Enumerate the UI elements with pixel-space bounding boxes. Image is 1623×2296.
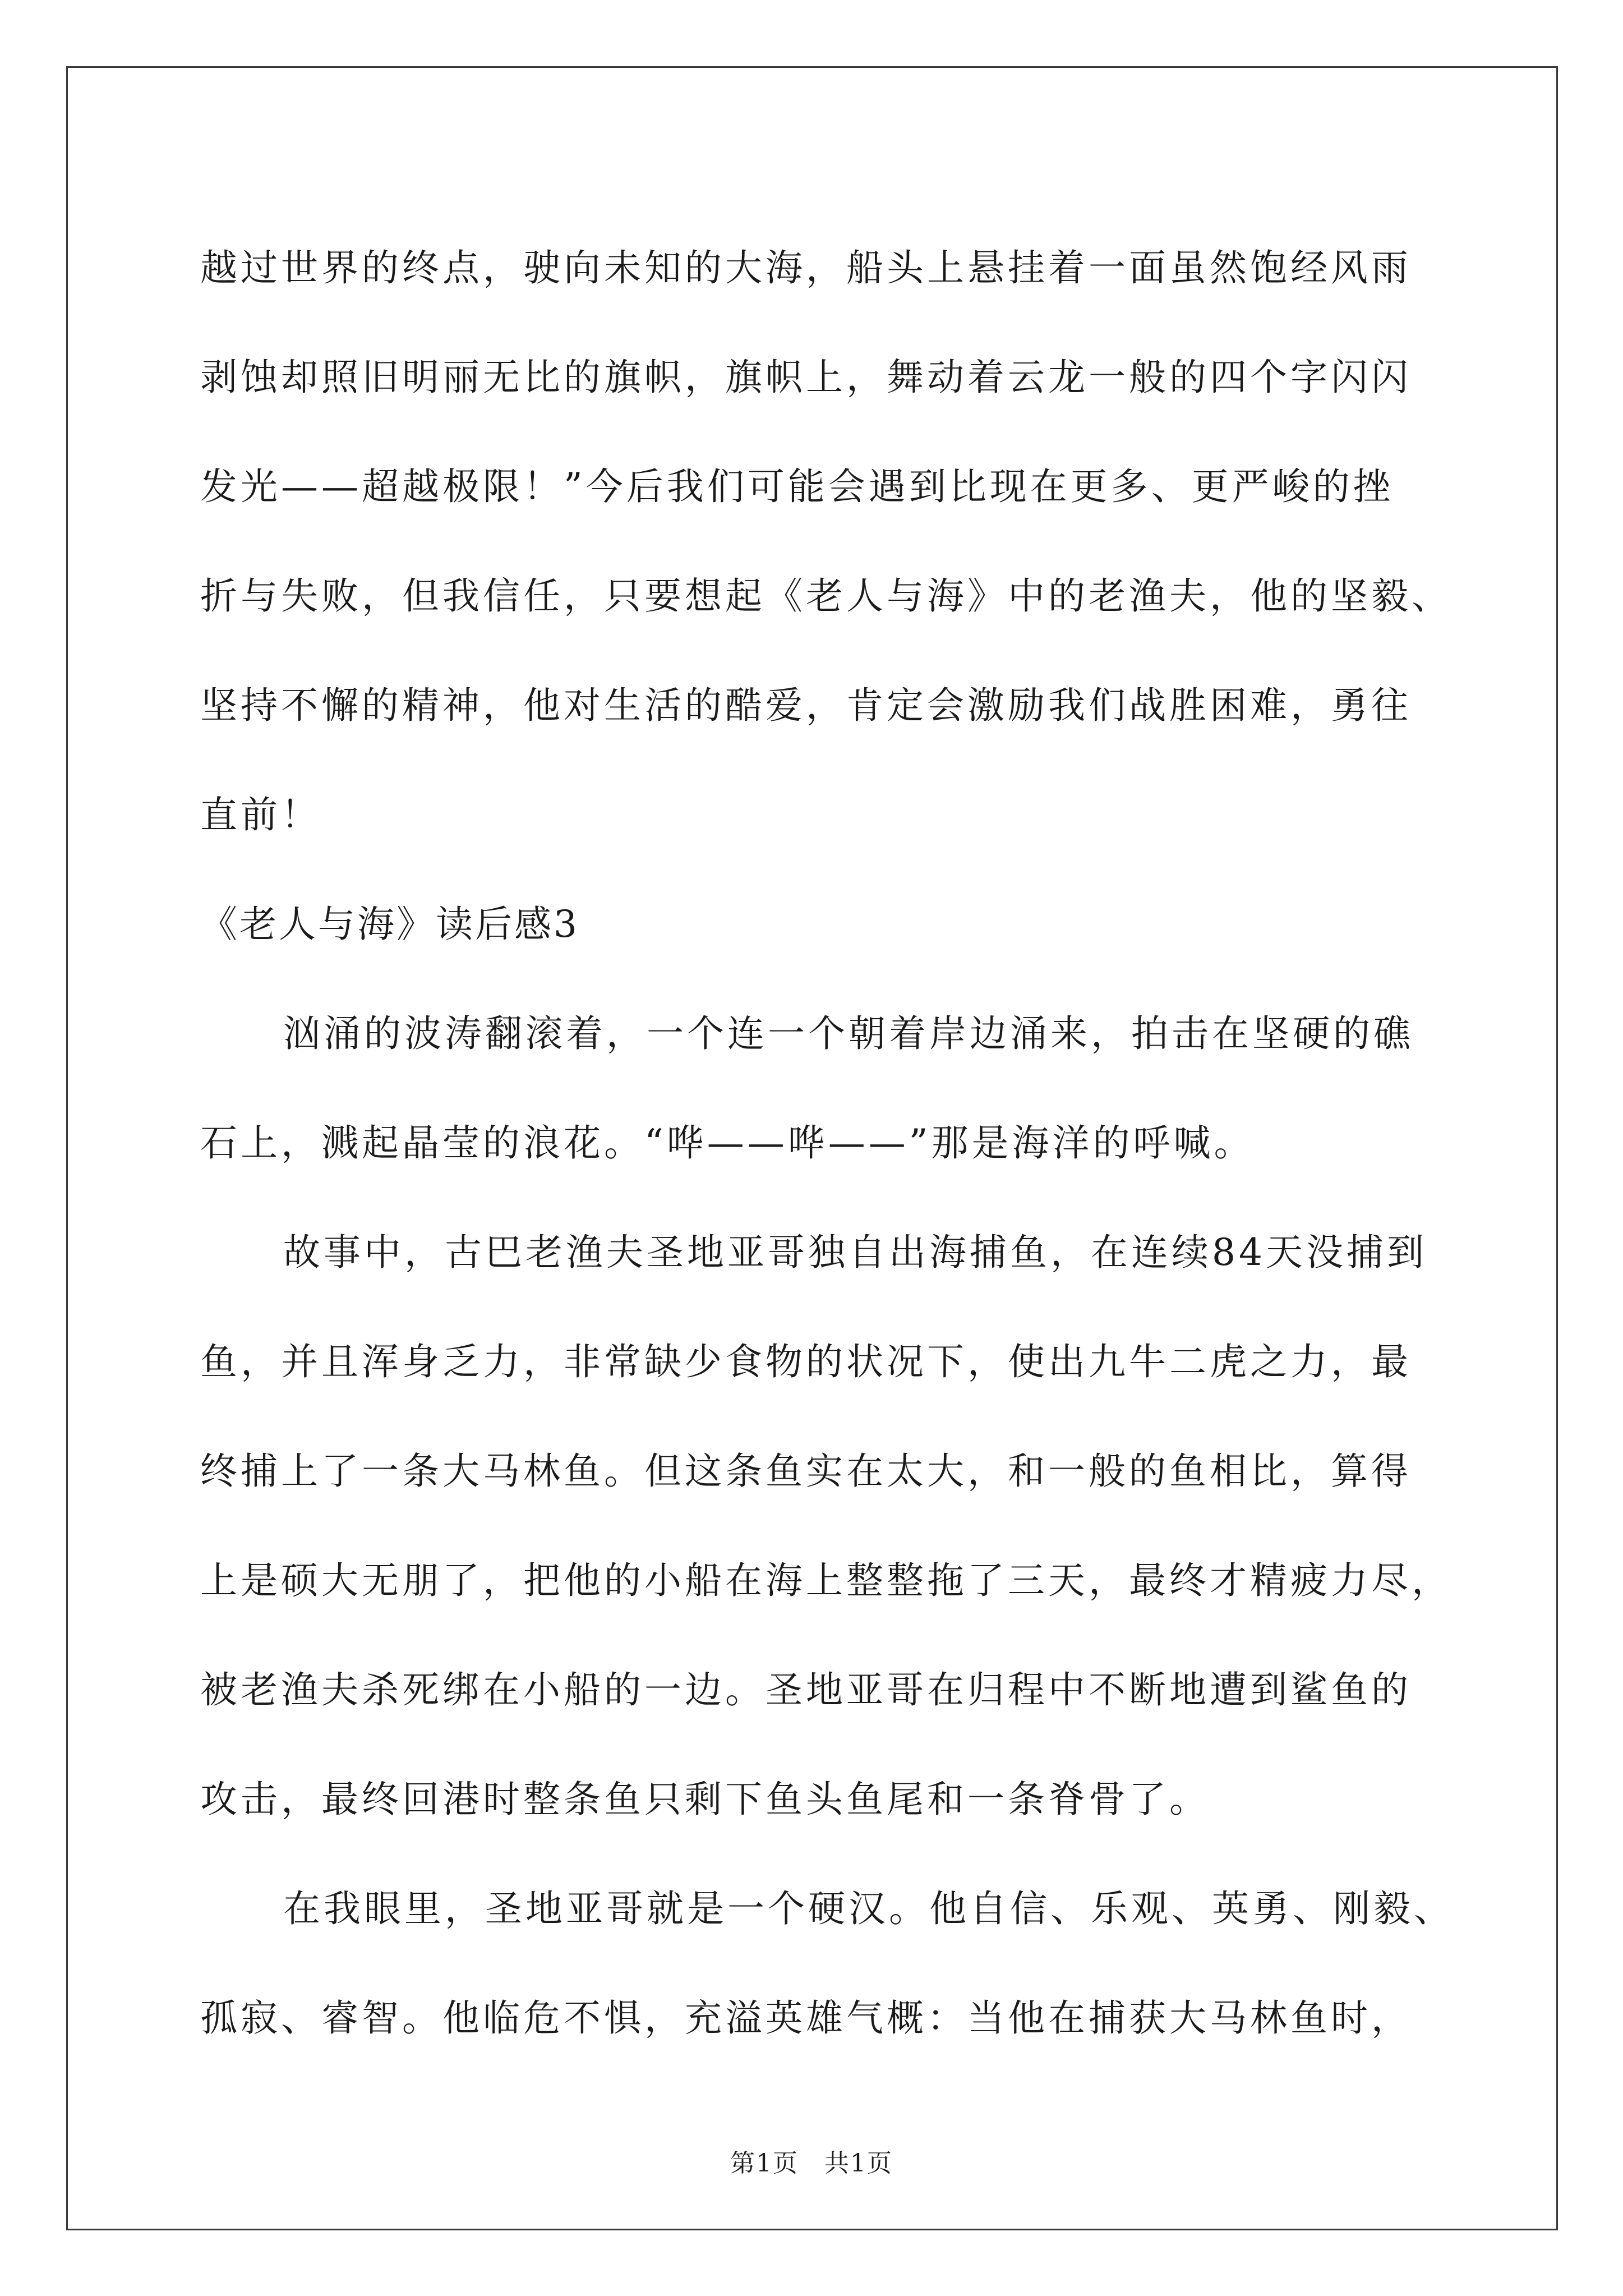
paragraph-1 bbox=[200, 979, 1434, 1198]
text-line: 终捕上了一条大马林鱼。但这条鱼实在太大，和一般的鱼相比，算得 bbox=[200, 1450, 1412, 1493]
text-line: 剥蚀却照旧明丽无比的旗帜，旗帜上，舞动着云龙一般的四个字闪闪 bbox=[200, 356, 1412, 399]
text-line: 发光——超越极限！”今后我们可能会遇到比现在更多、更严峻的挫 bbox=[200, 465, 1394, 508]
text-line: 孤寂、睿智。他临危不惧，充溢英雄气概：当他在捕获大马林鱼时， bbox=[200, 1996, 1412, 2040]
text-line: 在我眼里，圣地亚哥就是一个硬汉。他自信、乐观、英勇、刚毅、 bbox=[283, 1887, 1454, 1930]
paragraph-3 bbox=[200, 1854, 1454, 2073]
text-line: 直前！ bbox=[200, 793, 321, 836]
text-line: 汹涌的波涛翻滚着，一个连一个朝着岸边涌来，拍击在坚硬的礁 bbox=[283, 1012, 1414, 1055]
paragraph-2 bbox=[200, 1198, 1452, 1854]
text-line: 故事中，古巴老渔夫圣地亚哥独自出海捕鱼，在连续84天没捕到 bbox=[283, 1231, 1427, 1274]
text-line: 上是硕大无朋了，把他的小船在海上整整拖了三天，最终才精疲力尽， bbox=[200, 1559, 1452, 1602]
text-line: 坚持不懈的精神，他对生活的酷爱，肯定会激励我们战胜困难，勇往 bbox=[200, 684, 1412, 727]
text-line: 攻击，最终回港时整条鱼只剩下鱼头鱼尾和一条脊骨了。 bbox=[200, 1778, 1210, 1821]
section-heading: 《老人与海》读后感3 bbox=[200, 903, 579, 946]
text-line: 被老渔夫杀死绑在小船的一边。圣地亚哥在归程中不断地遭到鲨鱼的 bbox=[200, 1668, 1412, 1711]
text-line: 鱼，并且浑身乏力，非常缺少食物的状况下，使出九牛二虎之力，最 bbox=[200, 1340, 1412, 1383]
document-body bbox=[200, 213, 1454, 2073]
text-line: 石上，溅起晶莹的浪花。“哗——哗——”那是海洋的呼喊。 bbox=[200, 1121, 1255, 1165]
paragraph-continued bbox=[200, 213, 1452, 869]
page-footer: 第1页 共1页 bbox=[730, 2149, 893, 2178]
text-line: 越过世界的终点，驶向未知的大海，船头上悬挂着一面虽然饱经风雨 bbox=[200, 246, 1412, 289]
text-line: 折与失败，但我信任，只要想起《老人与海》中的老渔夫，他的坚毅、 bbox=[200, 574, 1452, 618]
